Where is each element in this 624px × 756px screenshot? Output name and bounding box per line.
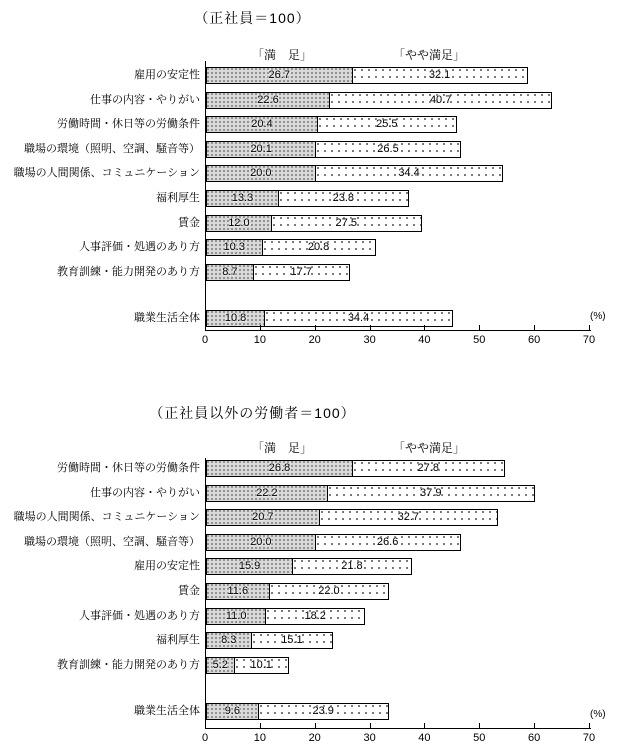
axis-tick [370, 723, 371, 728]
plot-area [201, 0, 606, 380]
series-label-manzoku: 「満 足」 [251, 48, 312, 62]
x-axis-line [205, 728, 591, 729]
bar-segment-manzoku: 22.6 [206, 92, 330, 109]
bar-segment-yaya-manzoku: 20.8 [262, 239, 376, 256]
bar-segment-manzoku: 8.3 [206, 632, 252, 649]
category-label: 雇用の安定性 [134, 69, 200, 81]
axis-tick [479, 723, 480, 728]
category-label: 人事評価・処遇のあり方 [79, 610, 200, 622]
bar-segment-yaya-manzoku: 32.7 [319, 509, 498, 526]
category-label: 労働時間・休日等の労働条件 [57, 462, 200, 474]
bar-segment-yaya-manzoku: 23.8 [278, 190, 409, 207]
bar-row [206, 632, 333, 649]
bar-row [206, 558, 412, 575]
bar-segment-yaya-manzoku: 26.6 [315, 534, 461, 551]
category-label: 福利厚生 [156, 192, 200, 204]
bar-row [206, 460, 505, 477]
bar-segment-manzoku: 8.7 [206, 264, 254, 281]
category-label: 教育訓練・能力開発のあり方 [57, 659, 200, 671]
axis-tick [424, 723, 425, 728]
bar-segment-yaya-manzoku: 10.1 [234, 657, 289, 674]
bar-segment-yaya-manzoku: 32.1 [352, 67, 528, 84]
bar-segment-yaya-manzoku: 34.4 [315, 165, 504, 182]
category-label: 教育訓練・能力開発のあり方 [57, 266, 200, 278]
bar-row [206, 141, 461, 158]
bar-segment-yaya-manzoku: 27.5 [271, 215, 422, 232]
plot-area [201, 392, 606, 756]
bar-segment-manzoku: 26.7 [206, 67, 353, 84]
axis-tick-label: 60 [527, 732, 541, 744]
x-axis-tick-labels [201, 334, 605, 348]
axis-unit-label: (%) [590, 311, 606, 322]
bar-segment-yaya-manzoku: 40.7 [329, 92, 552, 109]
axis-tick-label: 10 [253, 334, 267, 346]
x-axis-line [205, 330, 591, 331]
axis-tick-label: 60 [527, 334, 541, 346]
bar-segment-yaya-manzoku: 27.8 [352, 460, 505, 477]
bar-segment-manzoku: 9.6 [206, 703, 259, 720]
chart-title: （正社員以外の労働者＝100） [149, 405, 356, 421]
axis-tick-label: 30 [363, 732, 376, 744]
series-label-manzoku: 「満 足」 [251, 441, 312, 455]
category-label: 人事評価・処遇のあり方 [79, 241, 200, 253]
bar-segment-yaya-manzoku: 21.8 [292, 558, 412, 575]
bar-row [206, 67, 528, 84]
bar-row [206, 239, 376, 256]
bar-row [206, 485, 535, 502]
chart-title: （正社員＝100） [194, 10, 311, 26]
bar-segment-manzoku: 20.1 [206, 141, 316, 158]
bar-row [206, 116, 457, 133]
axis-tick-label: 30 [363, 334, 376, 346]
axis-tick [205, 325, 206, 330]
bar-row [206, 215, 422, 232]
bar-segment-yaya-manzoku: 22.0 [269, 583, 390, 600]
bar-row [206, 657, 289, 674]
axis-tick-label: 40 [418, 334, 431, 346]
category-label: 職場の環境（照明、空調、騒音等） [24, 536, 200, 548]
x-axis-tick-labels [201, 732, 605, 746]
bar-row [206, 92, 552, 109]
axis-unit-label: (%) [590, 709, 606, 720]
axis-tick [205, 723, 206, 728]
axis-tick-label: 0 [201, 334, 209, 346]
axis-tick [315, 723, 316, 728]
bar-row [206, 703, 389, 720]
chart-non-regular-workers [0, 392, 624, 756]
bar-row [206, 509, 498, 526]
axis-tick-label: 10 [253, 732, 267, 744]
bar-segment-manzoku: 20.4 [206, 116, 318, 133]
bar-segment-manzoku: 10.3 [206, 239, 263, 256]
bar-segment-yaya-manzoku: 15.1 [251, 632, 334, 649]
category-label: 職業生活全体 [134, 312, 200, 324]
axis-tick [589, 325, 590, 330]
bar-segment-manzoku: 26.8 [206, 460, 353, 477]
axis-tick-label: 70 [582, 732, 596, 744]
axis-tick-label: 20 [308, 334, 321, 346]
axis-tick-label: 0 [201, 732, 209, 744]
category-label: 雇用の安定性 [134, 560, 200, 572]
bar-segment-yaya-manzoku: 23.9 [258, 703, 389, 720]
series-label-yaya-manzoku: 「やや満足」 [392, 48, 465, 62]
bar-segment-manzoku: 11.0 [206, 608, 266, 625]
bar-segment-manzoku: 5.2 [206, 657, 235, 674]
category-label: 労働時間・休日等の労働条件 [57, 118, 200, 130]
axis-tick [260, 325, 261, 330]
category-label: 仕事の内容・やりがい [90, 94, 200, 106]
bar-segment-yaya-manzoku: 25.5 [317, 116, 457, 133]
axis-tick-label: 70 [582, 334, 596, 346]
axis-tick [370, 325, 371, 330]
axis-tick [589, 723, 590, 728]
axis-tick-label: 40 [418, 732, 431, 744]
bar-row [206, 608, 365, 625]
category-label: 職業生活全体 [134, 705, 200, 717]
bar-segment-yaya-manzoku: 37.9 [327, 485, 535, 502]
category-label: 仕事の内容・やりがい [90, 487, 200, 499]
bar-segment-yaya-manzoku: 17.7 [253, 264, 350, 281]
category-label: 職場の環境（照明、空調、騒音等） [24, 143, 200, 155]
category-label: 職場の人間関係、コミュニケーション [13, 167, 200, 179]
bar-segment-yaya-manzoku: 18.2 [265, 608, 365, 625]
bar-segment-manzoku: 13.3 [206, 190, 279, 207]
bar-segment-manzoku: 15.9 [206, 558, 293, 575]
axis-tick-label: 50 [473, 334, 486, 346]
series-label-yaya-manzoku: 「やや満足」 [392, 441, 465, 455]
bar-segment-manzoku: 20.0 [206, 165, 316, 182]
bar-row [206, 583, 389, 600]
bar-segment-manzoku: 20.0 [206, 534, 316, 551]
axis-tick [534, 723, 535, 728]
axis-tick [315, 325, 316, 330]
axis-tick [260, 723, 261, 728]
category-label: 賃金 [178, 217, 200, 229]
axis-tick-label: 20 [308, 732, 321, 744]
bar-segment-manzoku: 20.7 [206, 509, 320, 526]
axis-tick [534, 325, 535, 330]
bar-segment-manzoku: 12.0 [206, 215, 272, 232]
axis-tick [424, 325, 425, 330]
bar-segment-manzoku: 11.6 [206, 583, 270, 600]
category-label: 福利厚生 [156, 634, 200, 646]
category-label: 賃金 [178, 585, 200, 597]
bar-segment-manzoku: 22.2 [206, 485, 328, 502]
bar-segment-manzoku: 10.8 [206, 310, 265, 327]
category-label: 職場の人間関係、コミュニケーション [13, 511, 200, 523]
axis-tick-label: 50 [473, 732, 486, 744]
bar-row [206, 534, 461, 551]
bar-row [206, 190, 409, 207]
bar-segment-yaya-manzoku: 34.4 [264, 310, 453, 327]
bar-row [206, 165, 503, 182]
axis-tick [479, 325, 480, 330]
x-axis-ticks [205, 723, 591, 728]
x-axis-ticks [205, 325, 591, 330]
bar-row [206, 264, 350, 281]
bar-segment-yaya-manzoku: 26.5 [315, 141, 460, 158]
